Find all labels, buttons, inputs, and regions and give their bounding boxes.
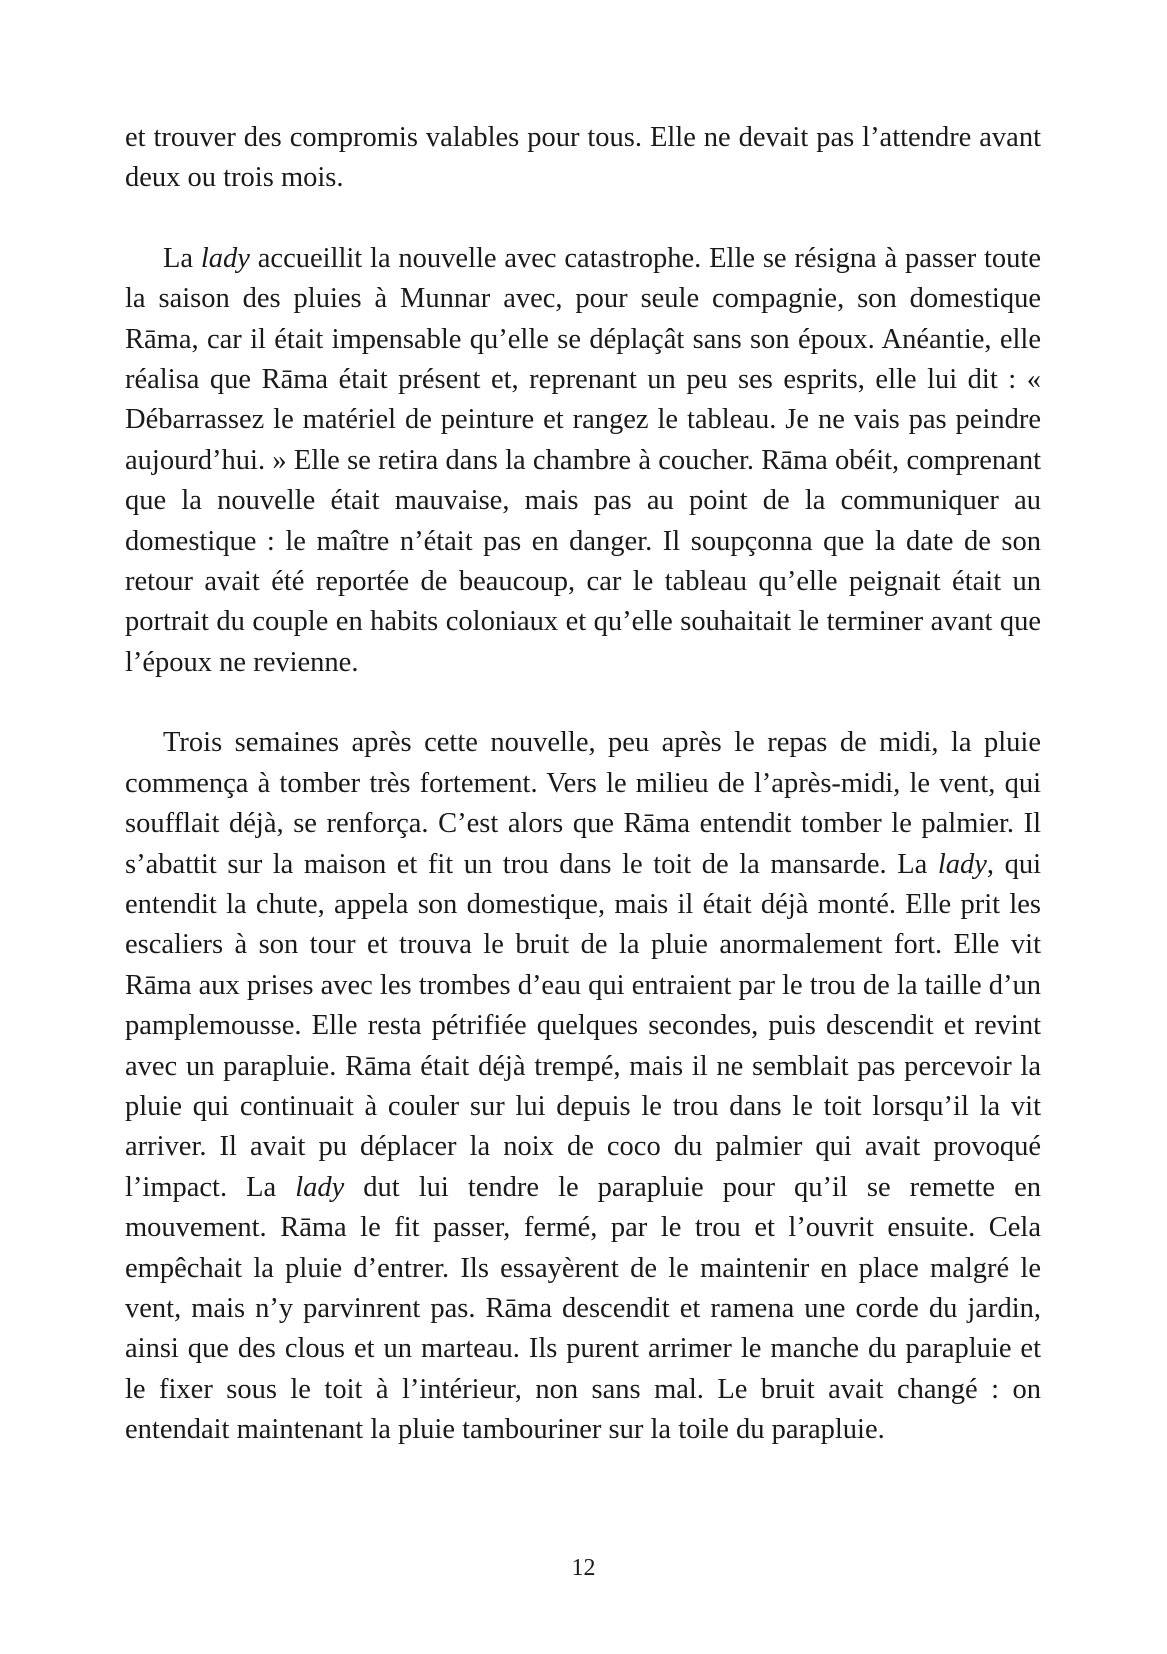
paragraph-2	[125, 239, 1041, 683]
paragraph-2-run-3: accueillit la nouvelle avec catastrophe. Elle se résigna à passer toute la saison des pluies à Munnar avec, pour seule compagnie, son domestique Rāma, car il était impensable qu’elle se déplaçât sans son époux. Anéantie, elle réalisa que Rāma était présent et, reprenant un peu ses esprits, elle lui dit : « Débarrassez le matériel de peinture et rangez le tableau. Je ne vais pas peindre aujourd’hui. » Elle se retira dans la chambre à coucher. Rāma obéit, comprenant que la nouvelle était mauvaise, mais pas au point de la communiquer au domestique : le maître n’était pas en danger. Il soupçonna que la date de son retour avait été reportée de beaucoup, car le tableau qu’elle peignait était un portrait du couple en habits coloniaux et qu’elle souhaitait le terminer avant que l’époux ne revienne.	[125, 242, 1042, 678]
page-body	[125, 118, 1041, 1451]
paragraph-1	[125, 118, 1041, 199]
paragraph-3-run-5: dut lui tendre le parapluie pour qu’il se remette en mouvement. Rāma le fit passer, fermé, par le trou et l’ouvrit ensuite. Cela empêchait la pluie d’entrer. Ils essayèrent de le maintenir en place malgré le vent, mais n’y parvinrent pas. Rāma descendit et ramena une corde du jardin, ainsi que des clous et un marteau. Ils purent arrimer le manche du parapluie et le fixer sous le toit à l’intérieur, non sans mal. Le bruit avait changé : on entendait maintenant la pluie tambouriner sur la toile du parapluie.	[125, 1171, 1041, 1446]
paragraph-3-run-1: Trois semaines après cette nouvelle, peu après le repas de midi, la pluie commença à tomber très fortement. Vers le milieu de l’après-midi, le vent, qui soufflait déjà, se renforça. C’est alors que Rāma entendit tomber le palmier. Il s’abattit sur la maison et fit un trou dans le toit de la mansarde. La	[125, 727, 1041, 880]
paragraph-3-run-3: , qui entendit la chute, appela son domestique, mais il était déjà monté. Elle prit les escaliers à son tour et trouva le bruit de la pluie anormalement fort. Elle vit Rāma aux prises avec les trombes d’eau qui entraient par le trou de la taille d’un pamplemousse. Elle resta pétrifiée quelques secondes, puis descendit et revint avec un parapluie. Rāma était déjà trempé, mais il ne semblait pas percevoir la pluie qui continuait à couler sur lui depuis le trou dans le toit lorsqu’il la vit arriver. Il avait pu déplacer la noix de coco du palmier qui avait provoqué l’impact. La	[125, 848, 1042, 1203]
paragraph-3	[125, 723, 1041, 1450]
paragraph-3-italic-lady-1: lady	[937, 848, 987, 880]
paragraph-2-italic-lady: lady	[200, 242, 250, 274]
page-number: 12	[571, 1555, 596, 1581]
paragraph-2-run-1: La	[163, 242, 201, 274]
paragraph-3-italic-lady-2: lady	[295, 1171, 345, 1203]
paragraph-1-run-1: et trouver des compromis valables pour tous. Elle ne devait pas l’attendre avant deux ou trois mois.	[125, 122, 1041, 194]
